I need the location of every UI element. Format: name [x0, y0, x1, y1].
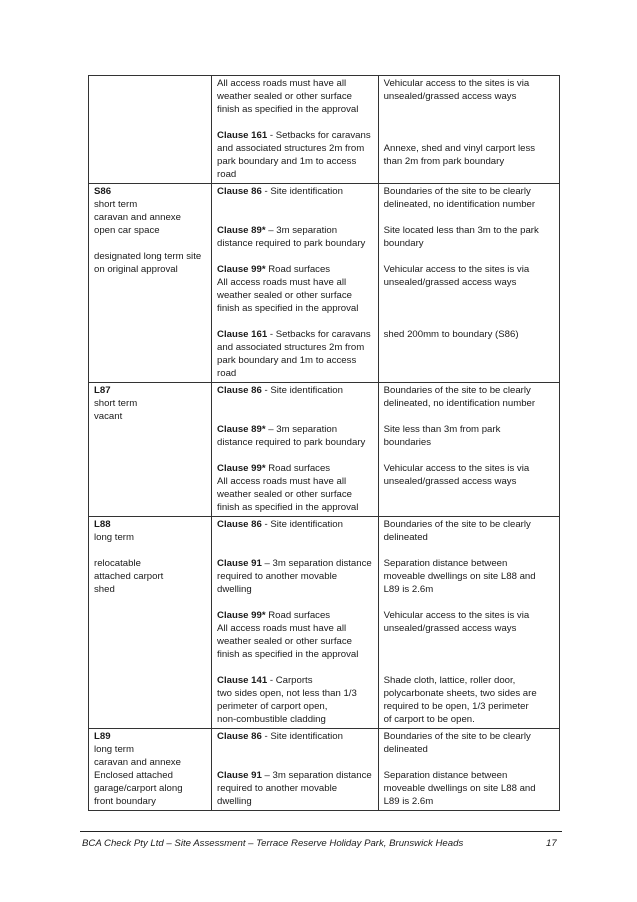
clause-ref: L87 — [94, 385, 111, 396]
finding-cell — [378, 383, 559, 517]
clause-desc: – 3m separation — [265, 424, 338, 435]
text-line: distance required to park boundary — [217, 437, 366, 448]
text-line — [217, 116, 374, 129]
text-line: Separation distance between — [383, 770, 508, 781]
text-line — [384, 661, 555, 674]
text-line: finish as specified in the approval — [217, 104, 359, 115]
text-line — [217, 315, 374, 328]
clause-desc: - Site identification — [261, 519, 343, 530]
text-line: required to another movable — [217, 783, 338, 794]
text-line: Vehicular access to the sites is via — [383, 463, 530, 474]
text-line: polycarbonate sheets, two sides are — [383, 688, 537, 699]
text-line — [217, 531, 374, 544]
text-line: than 2m from park boundary — [383, 156, 505, 167]
site-cell — [89, 517, 212, 729]
text-line — [217, 384, 374, 397]
text-line — [384, 302, 555, 315]
clause-ref: Clause 89* — [217, 225, 266, 236]
clause-ref: Clause 89* — [217, 424, 266, 435]
text-line: long term — [94, 744, 134, 755]
site-cell — [89, 184, 212, 383]
text-line — [384, 289, 555, 302]
text-line: L89 is 2.6m — [383, 584, 434, 595]
site-cell — [89, 729, 212, 811]
clause-cell — [212, 383, 379, 517]
clause-cell — [212, 184, 379, 383]
text-line — [384, 635, 555, 648]
clause-ref: Clause 91 — [217, 770, 262, 781]
text-line — [384, 250, 555, 263]
text-line: long term — [94, 532, 134, 543]
text-line: caravan and annexe — [94, 212, 181, 223]
site-cell — [89, 76, 212, 184]
text-line — [217, 544, 374, 557]
text-line: unsealed/grassed access ways — [383, 623, 517, 634]
text-line — [384, 103, 555, 116]
text-line: Vehicular access to the sites is via — [383, 78, 530, 89]
text-line: unsealed/grassed access ways — [383, 277, 517, 288]
text-line: All access roads must have all — [217, 623, 347, 634]
text-line — [384, 544, 555, 557]
text-line: and associated structures 2m from — [217, 143, 365, 154]
clause-desc: - Carports — [267, 675, 313, 686]
text-line — [384, 315, 555, 328]
text-line: required to another movable — [217, 571, 338, 582]
text-line — [217, 730, 374, 743]
clause-ref: Clause 86 — [217, 731, 262, 742]
text-line: unsealed/grassed access ways — [383, 476, 517, 487]
assessment-table-body — [89, 76, 560, 811]
text-line — [384, 449, 555, 462]
text-line: All access roads must have all — [217, 476, 347, 487]
clause-desc: - Setbacks for caravans — [267, 130, 371, 141]
clause-ref: Clause 91 — [217, 558, 262, 569]
text-line: delineated, no identification number — [383, 398, 536, 409]
text-line: non-combustible cladding — [217, 714, 326, 725]
text-line: garage/carport along — [94, 783, 183, 794]
assessment-table — [88, 75, 560, 811]
text-line: All access roads must have all — [217, 277, 347, 288]
text-line: required to be open, 1/3 perimeter — [383, 701, 529, 712]
clause-ref: Clause 86 — [217, 186, 262, 197]
text-line — [217, 557, 374, 570]
text-line: short term — [94, 199, 138, 210]
text-line — [217, 661, 374, 674]
text-line — [217, 224, 374, 237]
text-line — [217, 397, 374, 410]
text-line: and associated structures 2m from — [217, 342, 365, 353]
finding-cell — [378, 729, 559, 811]
text-line — [217, 250, 374, 263]
clause-cell — [212, 517, 379, 729]
text-line: distance required to park boundary — [217, 238, 366, 249]
text-line — [217, 674, 374, 687]
text-line — [384, 756, 555, 769]
text-line — [94, 237, 207, 250]
clause-cell — [212, 76, 379, 184]
table-row — [89, 76, 560, 184]
footer-text: BCA Check Pty Ltd – Site Assessment – Terrace Reserve Holiday Park, Brunswick Heads — [82, 838, 464, 849]
text-line: Boundaries of the site to be clearly — [383, 731, 531, 742]
text-line: finish as specified in the approval — [217, 502, 359, 513]
text-line: front boundary — [94, 796, 156, 807]
text-line: on original approval — [94, 264, 178, 275]
clause-desc: Road surfaces — [265, 463, 331, 474]
text-line: weather sealed or other surface — [217, 489, 352, 500]
text-line: Boundaries of the site to be clearly — [383, 519, 531, 530]
text-line: Boundaries of the site to be clearly — [383, 186, 531, 197]
table-row — [89, 729, 560, 811]
text-line — [217, 185, 374, 198]
text-line — [217, 769, 374, 782]
text-line: boundary — [383, 238, 424, 249]
text-line — [217, 129, 374, 142]
text-line — [217, 211, 374, 224]
text-line: Site located less than 3m to the park — [383, 225, 539, 236]
text-line — [217, 596, 374, 609]
table-row — [89, 184, 560, 383]
clause-desc: - Setbacks for caravans — [267, 329, 371, 340]
text-line — [94, 384, 207, 397]
text-line: park boundary and 1m to access — [217, 156, 357, 167]
text-line: finish as specified in the approval — [217, 303, 359, 314]
text-line: finish as specified in the approval — [217, 649, 359, 660]
text-line: caravan and annexe — [94, 757, 181, 768]
text-line: vacant — [94, 411, 123, 422]
clause-desc: Road surfaces — [265, 264, 331, 275]
text-line: short term — [94, 398, 138, 409]
text-line: perimeter of carport open, — [217, 701, 328, 712]
text-line — [217, 449, 374, 462]
text-line: Vehicular access to the sites is via — [383, 264, 530, 275]
text-line: shed — [94, 584, 115, 595]
clause-cell — [212, 729, 379, 811]
text-line — [94, 185, 207, 198]
text-line — [217, 518, 374, 531]
clause-desc: - Site identification — [261, 731, 343, 742]
text-line: delineated — [383, 744, 428, 755]
clause-ref: S86 — [94, 186, 112, 197]
text-line — [217, 328, 374, 341]
clause-desc: – 3m separation — [265, 225, 338, 236]
text-line: park boundary and 1m to access — [217, 355, 357, 366]
clause-desc: – 3m separation distance — [261, 558, 372, 569]
text-line: two sides open, not less than 1/3 — [217, 688, 357, 699]
text-line: open car space — [94, 225, 160, 236]
site-cell — [89, 383, 212, 517]
clause-ref: Clause 86 — [217, 519, 262, 530]
text-line: All access roads must have all — [217, 78, 347, 89]
text-line — [217, 462, 374, 475]
text-line: relocatable — [94, 558, 141, 569]
text-line: L89 is 2.6m — [383, 796, 434, 807]
text-line: Boundaries of the site to be clearly — [383, 385, 531, 396]
clause-desc: - Site identification — [261, 186, 343, 197]
text-line — [94, 730, 207, 743]
clause-desc: Road surfaces — [265, 610, 331, 621]
text-line — [217, 198, 374, 211]
finding-cell — [378, 184, 559, 383]
clause-ref: Clause 99* — [217, 463, 266, 474]
text-line: of carport to be open. — [383, 714, 475, 725]
text-line — [217, 410, 374, 423]
clause-ref: L89 — [94, 731, 111, 742]
clause-ref: Clause 161 — [217, 329, 268, 340]
finding-cell — [378, 76, 559, 184]
finding-cell — [378, 517, 559, 729]
text-line: delineated — [383, 532, 428, 543]
clause-ref: Clause 99* — [217, 610, 266, 621]
text-line: road — [217, 169, 237, 180]
text-line — [217, 263, 374, 276]
text-line — [384, 116, 555, 129]
text-line: moveable dwellings on site L88 and — [383, 783, 536, 794]
text-line: delineated, no identification number — [383, 199, 536, 210]
text-line — [94, 518, 207, 531]
text-line: weather sealed or other surface — [217, 290, 352, 301]
text-line — [217, 743, 374, 756]
clause-ref: Clause 161 — [217, 130, 268, 141]
text-line — [384, 648, 555, 661]
text-line — [384, 410, 555, 423]
text-line: unsealed/grassed access ways — [383, 91, 517, 102]
text-line: boundaries — [383, 437, 432, 448]
text-line: Shade cloth, lattice, roller door, — [383, 675, 516, 686]
text-line: Site less than 3m from park — [383, 424, 501, 435]
text-line: dwelling — [217, 796, 252, 807]
text-line — [94, 544, 207, 557]
text-line: Separation distance between — [383, 558, 508, 569]
text-line: Annexe, shed and vinyl carport less — [383, 143, 536, 154]
clause-ref: Clause 86 — [217, 385, 262, 396]
clause-ref: L88 — [94, 519, 111, 530]
text-line — [217, 609, 374, 622]
clause-desc: – 3m separation distance — [261, 770, 372, 781]
text-line: dwelling — [217, 584, 252, 595]
clause-desc: - Site identification — [261, 385, 343, 396]
clause-ref: Clause 99* — [217, 264, 266, 275]
text-line — [384, 129, 555, 142]
text-line: weather sealed or other surface — [217, 636, 352, 647]
page-number: 17 — [546, 838, 557, 849]
text-line: road — [217, 368, 237, 379]
text-line: weather sealed or other surface — [217, 91, 352, 102]
footer-rule — [80, 831, 562, 832]
clause-ref: Clause 141 — [217, 675, 268, 686]
text-line: Enclosed attached — [94, 770, 173, 781]
text-line: shed 200mm to boundary (S86) — [383, 329, 519, 340]
text-line — [217, 423, 374, 436]
text-line: Vehicular access to the sites is via — [383, 610, 530, 621]
text-line: attached carport — [94, 571, 164, 582]
text-line — [384, 596, 555, 609]
text-line: designated long term site — [94, 251, 202, 262]
text-line — [384, 211, 555, 224]
table-row — [89, 517, 560, 729]
table-row — [89, 383, 560, 517]
text-line — [217, 756, 374, 769]
text-line: moveable dwellings on site L88 and — [383, 571, 536, 582]
